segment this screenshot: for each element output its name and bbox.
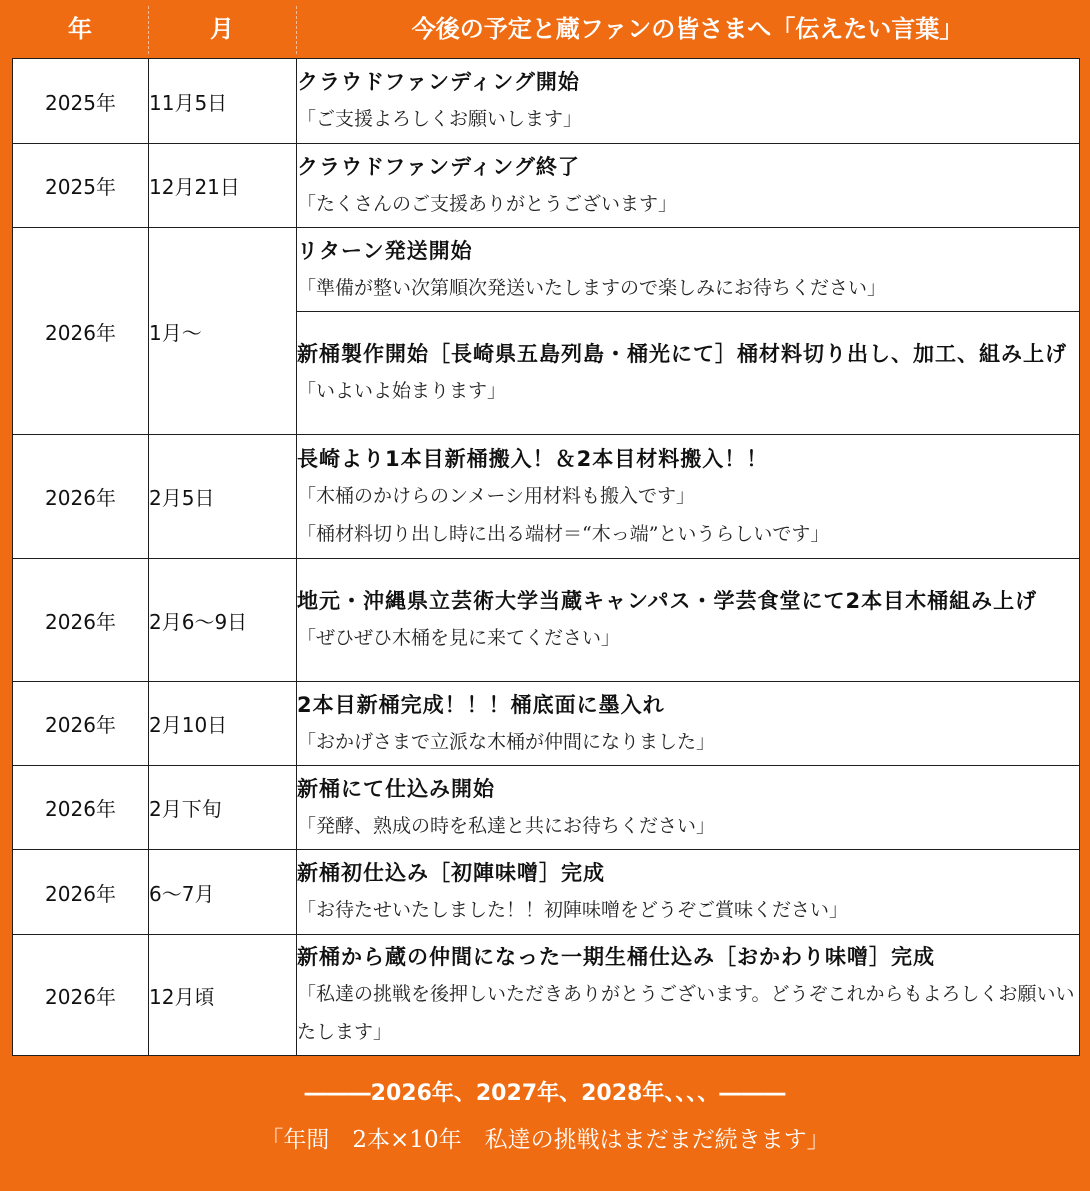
event-cell xyxy=(297,682,1080,766)
event-message: 「ぜひぜひ木桶を見に来てください」 xyxy=(297,627,621,649)
month-cell: 2月5日 xyxy=(149,435,297,559)
event-title: クラウドファンディング開始 xyxy=(297,70,580,94)
event-cell xyxy=(297,766,1080,850)
event-cell xyxy=(297,850,1080,935)
month-cell: 12月21日 xyxy=(149,144,297,228)
year-cell: 2025年 xyxy=(13,59,149,144)
table-row xyxy=(13,682,1080,766)
header-month: 月 xyxy=(210,15,234,43)
header-year: 年 xyxy=(68,15,92,43)
table-row xyxy=(13,59,1080,144)
event-cell xyxy=(297,59,1080,144)
year-cell: 2026年 xyxy=(13,935,149,1056)
table-row xyxy=(13,559,1080,682)
event-title: 新桶製作開始［長崎県五島列島・桶光にて］桶材料切り出し、加工、組み上げ xyxy=(297,342,1067,366)
footer-years: ―――2026年、2027年、2028年、、、、――― xyxy=(304,1081,786,1106)
event-message: 「いよいよ始まります」 xyxy=(297,380,507,402)
event-message: 「お待たせいたしました！！初陣味噌をどうぞご賞味ください」 xyxy=(297,899,849,921)
month-cell: 2月6～9日 xyxy=(149,559,297,682)
table-row xyxy=(13,144,1080,228)
event-title: 新桶初仕込み［初陣味噌］完成 xyxy=(297,861,605,885)
event-cell xyxy=(297,559,1080,682)
month-cell: 6～7月 xyxy=(149,850,297,935)
year-cell: 2026年 xyxy=(13,435,149,559)
year-cell: 2026年 xyxy=(13,682,149,766)
event-message: 「私達の挑戦を後押しいただきありがとうございます。どうぞこれからもよろしくお願いいたします」 xyxy=(297,983,1075,1043)
month-cell: 12月頃 xyxy=(149,935,297,1056)
event-cell xyxy=(297,312,1080,435)
event-cell xyxy=(297,935,1080,1056)
year-cell: 2026年 xyxy=(13,850,149,935)
year-cell: 2026年 xyxy=(13,766,149,850)
month-cell: 11月5日 xyxy=(149,59,297,144)
table-row xyxy=(13,766,1080,850)
event-cell xyxy=(297,144,1080,228)
table-row xyxy=(13,228,1080,312)
table-row xyxy=(13,935,1080,1056)
table-header xyxy=(0,0,1090,58)
month-cell: 1月～ xyxy=(149,228,297,435)
event-cell xyxy=(297,435,1080,559)
event-message: 「たくさんのご支援ありがとうございます」 xyxy=(297,192,678,215)
year-cell: 2025年 xyxy=(13,144,149,228)
event-title: クラウドファンディング終了 xyxy=(297,154,580,179)
footer-message: 「年間 2本×10年 私達の挑戦はまだまだ続きます」 xyxy=(260,1127,830,1153)
event-title: 2本目新桶完成！！！桶底面に墨入れ xyxy=(297,692,665,717)
event-message: 「ご支援よろしくお願いします」 xyxy=(297,108,583,130)
event-title: リターン発送開始 xyxy=(297,238,473,263)
month-cell: 2月下旬 xyxy=(149,766,297,850)
month-cell: 2月10日 xyxy=(149,682,297,766)
event-message: 「木桶のかけらのンメーシ用材料も搬入です」 xyxy=(297,484,696,507)
event-title: 新桶から蔵の仲間になった一期生桶仕込み［おかわり味噌］完成 xyxy=(297,945,935,969)
event-message: 「発酵、熟成の時を私達と共にお待ちください」 xyxy=(297,814,716,837)
event-message: 「桶材料切り出し時に出る端材＝“木っ端”というらしいです」 xyxy=(297,522,830,545)
year-cell: 2026年 xyxy=(13,559,149,682)
event-cell xyxy=(297,228,1080,312)
event-title: 新桶にて仕込み開始 xyxy=(297,776,495,801)
event-message: 「おかげさまで立派な木桶が仲間になりました」 xyxy=(297,730,716,753)
year-cell: 2026年 xyxy=(13,228,149,435)
table-row xyxy=(13,435,1080,559)
event-message: 「準備が整い次第順次発送いたしますので楽しみにお待ちください」 xyxy=(297,276,887,299)
event-title: 地元・沖縄県立芸術大学当蔵キャンパス・学芸食堂にて2本目木桶組み上げ xyxy=(297,589,1038,613)
schedule-table xyxy=(12,58,1080,1056)
header-event: 今後の予定と蔵ファンの皆さまへ「伝えたい言葉」 xyxy=(411,15,964,43)
table-row xyxy=(13,850,1080,935)
event-title: 長崎より1本目新桶搬入！＆2本目材料搬入！！ xyxy=(297,446,769,471)
